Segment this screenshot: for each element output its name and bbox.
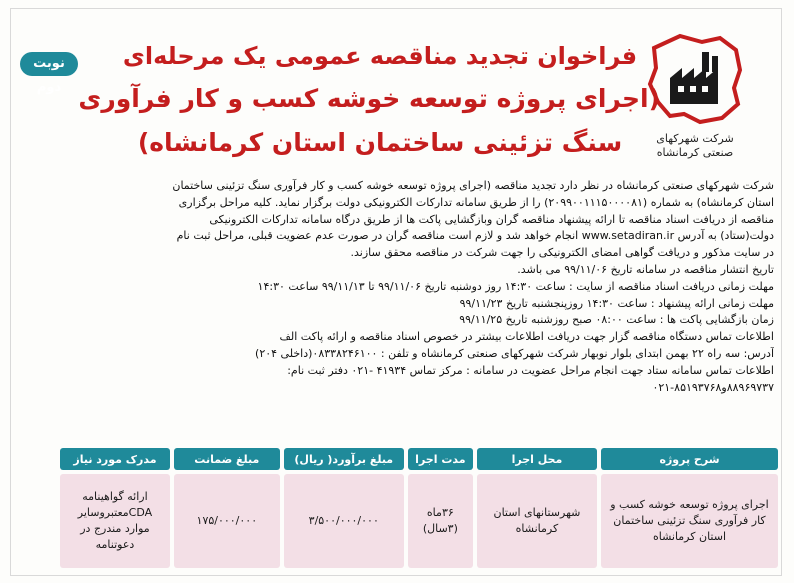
body-line: مهلت زمانی دریافت اسناد مناقصه از سایت : ساعت ۱۴:۳۰ روز دوشنبه تاریخ ۹۹/۱۱/۰۶ تا ۹۹/۱۱/۱۳ ساعت ۱۴:۳۰ xyxy=(257,279,774,293)
header-required-docs: مدرک مورد نیاز xyxy=(60,448,170,470)
body-line: در سایت مذکور و دریافت گواهی امضای الکترونیکی را جهت شرکت در مناقصه محقق سازند. xyxy=(350,246,774,260)
body-line: شرکت شهرکهای صنعتی کرمانشاه در نظر دارد تجدید مناقصه (اجرای پروژه توسعه خوشه کسب و کار فرآوری سنگ تزئینی ساختمان xyxy=(172,179,774,192)
cell-location: شهرستانهای استان کرمانشاه xyxy=(477,474,597,568)
body-line: مناقصه از دریافت اسناد مناقصه تا ارائه پیشنهاد مناقصه گران وبازگشایی پاکت ها از طریق درگاه سامانه تدارکات الکترونیکی xyxy=(209,212,774,226)
notice-body xyxy=(20,178,774,396)
cell-required-docs: ارائه گواهینامه CDAمعتبروسایر موارد مندرج در دعوتنامه xyxy=(60,474,170,568)
company-logo xyxy=(640,28,750,128)
body-line: زمان بازگشایی پاکت ها : ساعت ۰۸:۰۰ صبح روزشنبه تاریخ ۹۹/۱۱/۲۵ xyxy=(459,313,774,327)
cell-duration: ۳۶ماه (۳سال) xyxy=(408,474,473,568)
cell-bond: ۱۷۵/۰۰۰/۰۰۰ xyxy=(174,474,280,568)
header-estimate: مبلغ برآورد( ریال) xyxy=(284,448,404,470)
cell-description: اجرای پروژه توسعه خوشه کسب و کار فرآوری سنگ تزئینی ساختمان استان کرمانشاه xyxy=(601,474,778,568)
title-line-2: (اجرای پروژه توسعه خوشه کسب و کار فرآوری xyxy=(78,84,660,113)
table-row xyxy=(60,474,778,568)
second-notice-badge: نوبت دوم xyxy=(20,52,78,76)
table-header-row xyxy=(60,448,778,470)
header-description: شرح پروژه xyxy=(601,448,778,470)
company-name-line-2: صنعتی کرمانشاه xyxy=(656,146,734,159)
body-line: دولت(ستاد) به آدرس www.setadiran.ir انجام خواهد شد و لازم است مناقصه گران در صورت عدم عضویت قبلی، مراحل ثبت نام xyxy=(176,229,774,243)
body-line: تاریخ انتشار مناقصه در سامانه تاریخ ۹۹/۱۱/۰۶ می باشد. xyxy=(517,262,774,276)
body-line: استان کرمانشاه) به شماره (۲۰۹۹۰۰۱۱۱۵۰۰۰۰۸۱) را از طریق سامانه تدارکات الکترونیکی دولت برگزار نماید. کلیه مراحل برگزاری xyxy=(178,195,774,209)
body-line: آدرس: سه راه ۲۲ بهمن ابتدای بلوار نوبهار شرکت شهرکهای صنعتی کرمانشاه و تلفن : ۰۸۳۳۸۲۴۶۱۰۰(داخلی ۲۰۴) xyxy=(255,346,774,360)
company-name xyxy=(630,132,760,160)
body-line: اطلاعات تماس دستگاه مناقصه گزار جهت دریافت اطلاعات بیشتر در خصوص اسناد مناقصه و ارائه پاکت الف xyxy=(279,330,774,344)
body-line: ۸۸۹۶۹۷۳۷و۸۵۱۹۳۷۶۸-۰۲۱ xyxy=(652,380,774,394)
tender-table xyxy=(56,444,782,572)
company-name-line-1: شرکت شهرکهای xyxy=(656,132,734,145)
title-line-3: سنگ تزئینی ساختمان استان کرمانشاه) xyxy=(137,128,623,157)
cell-estimate: ۳/۵۰۰/۰۰۰/۰۰۰ xyxy=(284,474,404,568)
header-location: محل اجرا xyxy=(477,448,597,470)
header-duration: مدت اجرا xyxy=(408,448,473,470)
body-line: مهلت زمانی ارائه پیشنهاد : ساعت ۱۴:۳۰ روزپنجشنبه تاریخ ۹۹/۱۱/۲۳ xyxy=(459,296,774,310)
header-bond: مبلغ ضمانت xyxy=(174,448,280,470)
title-line-1: فراخوان تجدید مناقصه عمومی یک مرحله‌ای xyxy=(122,42,638,70)
body-line: اطلاعات تماس سامانه ستاد جهت انجام مراحل عضویت در سامانه : مرکز تماس ۴۱۹۳۴ -۰۲۱ دفتر ثبت نام: xyxy=(287,363,774,377)
